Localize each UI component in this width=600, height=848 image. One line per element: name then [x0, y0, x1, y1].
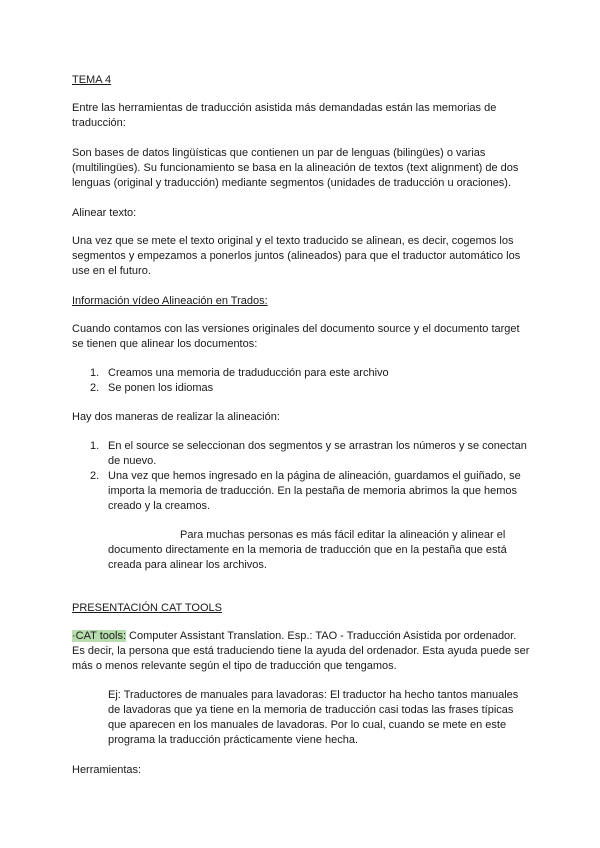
list-text: Una vez que hemos ingresado en la página de alineación, guardamos el guiñado, se importa la memoria de traducción. En la pestaña de memoria abrimos la que hemos creado y la creamos.	[108, 470, 521, 512]
steps-list	[72, 366, 530, 396]
list-text: En el source se seleccionan dos segmentos y se arrastran los números y se conectan de nuevo.	[108, 440, 527, 467]
note-paragraph: Para muchas personas es más fácil editar la alineación y alinear el documento directamente en la memoria de traducción que en la pestaña que está creada para alinear los archivos.	[108, 529, 507, 571]
cat-text: Computer Assistant Translation. Esp.: TAO - Traducción Asistida por ordenador. Es decir, la persona que está traduciendo tiene la ayuda del ordenador. Esta ayuda puede ser más o menos relevante según el tipo de traducción que tengamos.	[72, 630, 530, 672]
cat-heading: PRESENTACIÓN CAT TOOLS	[72, 602, 222, 614]
list-text: Se ponen los idiomas	[108, 382, 214, 394]
list-item	[72, 381, 530, 396]
definition-paragraph: Son bases de datos lingüísticas que contienen un par de lenguas (bilingües) o varias (multilingües). Su funcionamiento se basa en la alineación de textos (text alignment) de dos lenguas (original y traducción) mediante segmentos (unidades de traducción u oraciones).	[72, 147, 519, 189]
intro-paragraph: Entre las herramientas de traducción asistida más demandadas están las memorias de traducción:	[72, 102, 497, 129]
example-paragraph: Ej: Traductores de manuales para lavadoras: El traductor ha hecho tantos manuales de lavadoras que ya tiene en la memoria de traducción casi todas las frases típicas que aparecen en los manuales de lavadoras. Por lo cual, cuando se mete en este programa la traducción prácticamente viene hecha.	[108, 689, 519, 746]
list-number: 2.	[90, 382, 100, 394]
align-heading: Alinear texto:	[72, 207, 137, 219]
video-heading: Información vídeo Alineación en Trados:	[72, 295, 268, 307]
align-paragraph: Una vez que se mete el texto original y el texto traducido se alinean, es decir, cogemos los segmentos y empezamos a ponerlos juntos (alineados) para que el traductor automático los use en el futuro.	[72, 235, 521, 277]
page-title: TEMA 4	[72, 74, 112, 86]
video-intro-paragraph: Cuando contamos con las versiones originales del documento source y el documento target se tienen que alinear los documentos:	[72, 323, 520, 350]
list-number: 1.	[90, 367, 100, 379]
list-item	[72, 469, 530, 514]
cat-paragraph	[72, 629, 530, 674]
list-text: Creamos una memoria de traduducción para este archivo	[108, 367, 389, 379]
cat-label-highlight: ·CAT tools:	[72, 630, 126, 642]
ways-list	[72, 439, 530, 514]
list-item	[72, 366, 530, 381]
ways-intro: Hay dos maneras de realizar la alineación:	[72, 411, 280, 423]
list-item	[72, 439, 530, 469]
list-number: 1.	[90, 440, 100, 452]
tools-heading: Herramientas:	[72, 764, 142, 776]
list-number: 2.	[90, 470, 100, 482]
